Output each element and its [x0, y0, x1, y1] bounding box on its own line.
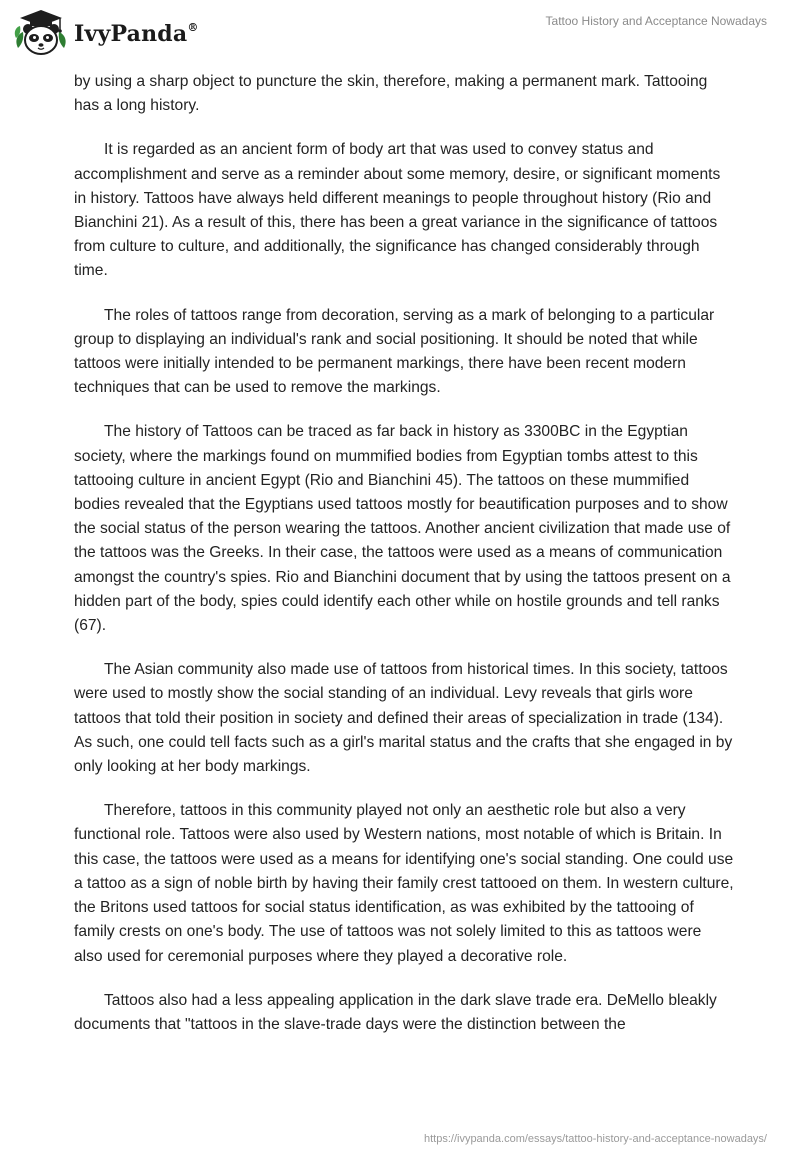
logo-name: IvyPanda [74, 21, 188, 47]
paragraph: It is regarded as an ancient form of body art that was used to convey status and accomplishment and serve as a reminder about some memory, desire, or significant moments in history. Tattoos have always held different meanings to people throughout history (Rio and Bianchini 21). As a result of this, there has been a great variance in the significance of tattoos from culture to culture, and additionally, the significance has changed considerably through time. [74, 141, 721, 280]
registered-mark: ® [187, 20, 199, 34]
paragraph: The Asian community also made use of tattoos from historical times. In this society, tattoos were used to mostly show the social standing of an individual. Levy reveals that girls wore tattoos that told their position in society and defined their areas of specialization in trade (134). As such, one could tell facts such as a girl's marital status and the crafts that she engaged in by only looking at her body markings. [74, 661, 733, 776]
paragraph: Therefore, tattoos in this community played not only an aesthetic role but also a very functional role. Tattoos were also used by Western nations, most notable of which is Britain. In this case, the tattoos were used as a means for identifying one's social standing. One could use a tattoo as a sign of noble birth by having their family crest tattooed on them. In western culture, the Britons used tattoos for social status identification, as was exhibited by the tattooing of family crests on one's body. The use of tattoos was not solely limited to this as tattoos were also used for ceremonial purposes where they played a decorative role. [74, 802, 734, 965]
paragraph-continued: by using a sharp object to puncture the skin, therefore, making a permanent mark. Tattooing has a long history. [74, 73, 708, 115]
paragraph: The history of Tattoos can be traced as far back in history as 3300BC in the Egyptian society, where the markings found on mummified bodies from Egyptian tombs attest to this tattooing culture in ancient Egypt (Rio and Bianchini 45). The tattoos on these mummified bodies revealed that the Egyptians used tattoos mostly for beautification purposes and to show the social status of the person wearing the tattoos. Another ancient civilization that made use of the tattoos was the Greeks. In their case, the tattoos were used as a means of communication amongst the country's spies. Rio and Bianchini document that by using the tattoos present on a hidden part of the body, spies could identify each other while on hostile grounds and tell ranks (67). [74, 423, 731, 635]
document-title: Tattoo History and Acceptance Nowadays [545, 14, 767, 28]
paragraph: Tattoos also had a less appealing application in the dark slave trade era. DeMello bleakly documents that "tattoos in the slave-trade days were the distinction between the [74, 991, 717, 1033]
paragraph: The roles of tattoos range from decoration, serving as a mark of belonging to a particular group to displaying an individual's rank and social positioning. It should be noted that while tattoos were initially intended to be permanent markings, there have been recent modern techniques that can be used to remove the markings. [74, 306, 715, 397]
logo-wordmark [74, 21, 199, 47]
panda-graduate-icon [14, 8, 68, 58]
essay-body [74, 70, 734, 1057]
source-url[interactable]: https://ivypanda.com/essays/tattoo-history-and-acceptance-nowadays/ [423, 1133, 767, 1145]
ivypanda-logo[interactable] [14, 8, 199, 58]
page-header [0, 0, 800, 64]
